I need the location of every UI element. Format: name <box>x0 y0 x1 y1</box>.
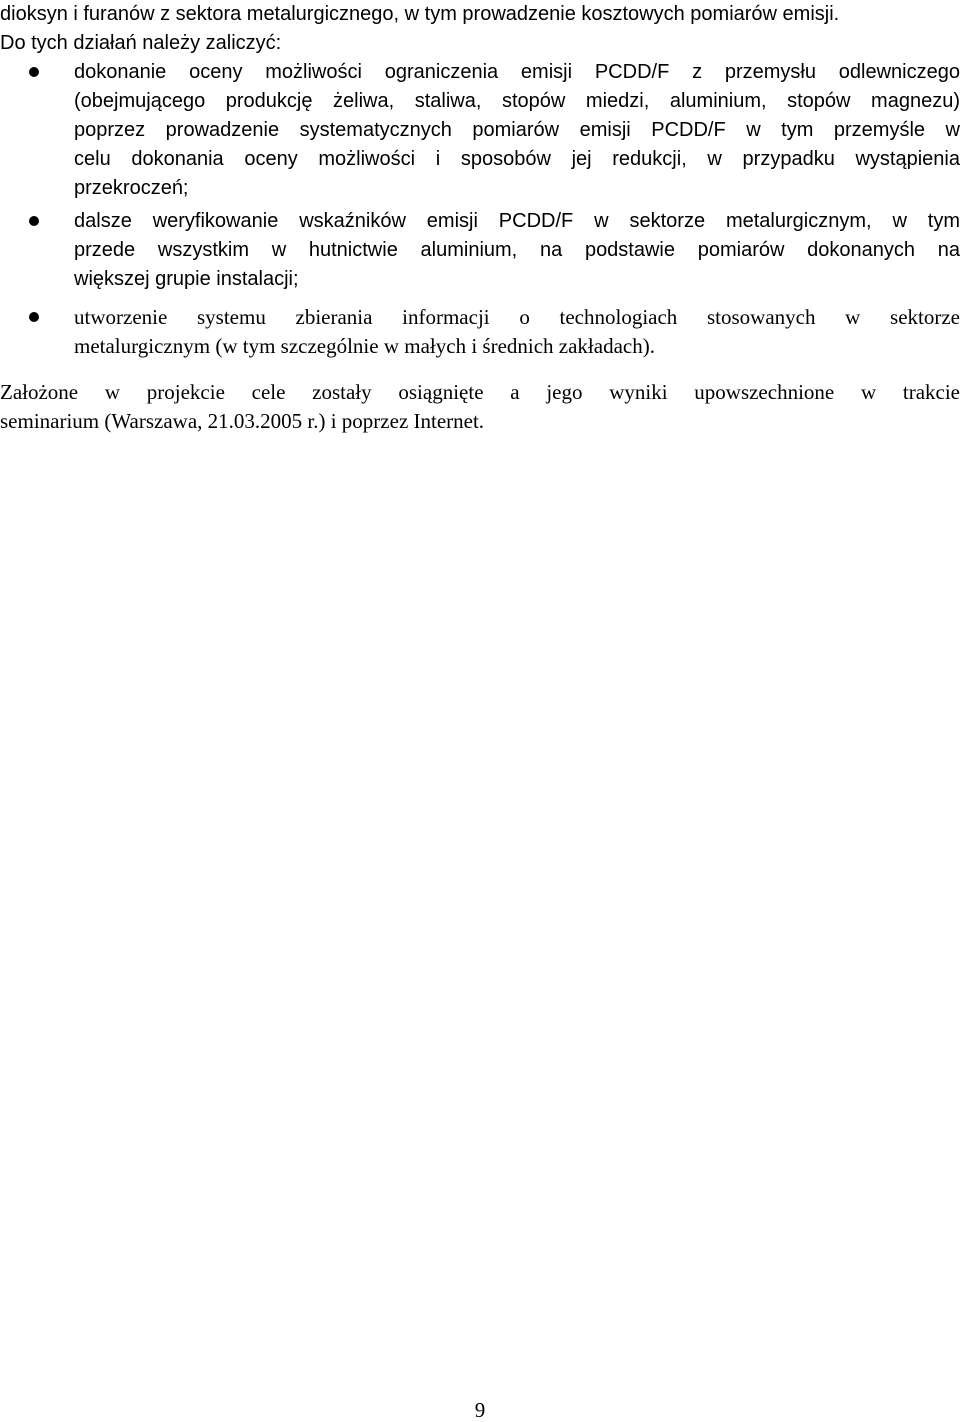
conclusion-line: Założone w projekcie cele zostały osiągnięte a jego wyniki upowszechnione w trakcie <box>0 380 960 404</box>
conclusion-paragraph <box>0 378 960 436</box>
bullet-item-wskazniki <box>0 207 960 294</box>
bullet-list <box>0 58 960 361</box>
intro-line: Do tych działań należy zaliczyć: <box>0 32 282 54</box>
bullet-line: przede wszystkim w hutnictwie aluminium, na podstawie pomiarów dokonanych na <box>74 239 960 261</box>
bullet-line: dokonanie oceny możliwości ograniczenia emisji PCDD/F z przemysłu odlewniczego <box>74 61 960 83</box>
bullet-line: przekroczeń; <box>74 177 189 199</box>
intro-paragraph <box>0 0 960 58</box>
page-number: 9 <box>474 1398 486 1422</box>
bullet-text <box>74 207 960 294</box>
bullet-line: metalurgicznym (w tym szczególnie w małych i średnich zakładach). <box>74 334 655 358</box>
bullet-line: większej grupie instalacji; <box>74 268 299 290</box>
bullet-text <box>74 58 960 203</box>
bullet-dot-icon <box>29 67 39 77</box>
bullet-line: celu dokonania oceny możliwości i sposobów jej redukcji, w przypadku wystąpienia <box>74 148 960 170</box>
bullet-line: poprzez prowadzenie systematycznych pomiarów emisji PCDD/F w tym przemyśle w <box>74 119 960 141</box>
bullet-dot-icon <box>29 312 39 322</box>
bullet-line: dalsze weryfikowanie wskaźników emisji PCDD/F w sektorze metalurgicznym, w tym <box>74 210 960 232</box>
conclusion-line: seminarium (Warszawa, 21.03.2005 r.) i poprzez Internet. <box>0 409 485 433</box>
intro-line: dioksyn i furanów z sektora metalurgicznego, w tym prowadzenie kosztowych pomiarów emisji. <box>0 3 840 25</box>
bullet-item-system-informacji <box>0 303 960 361</box>
bullet-line: (obejmującego produkcję żeliwa, staliwa, stopów miedzi, aluminium, stopów magnezu) <box>74 90 960 112</box>
bullet-text <box>74 303 960 361</box>
bullet-dot-icon <box>29 216 39 226</box>
bullet-line: utworzenie systemu zbierania informacji o technologiach stosowanych w sektorze <box>74 305 960 329</box>
bullet-item-odlewnictwo <box>0 58 960 203</box>
